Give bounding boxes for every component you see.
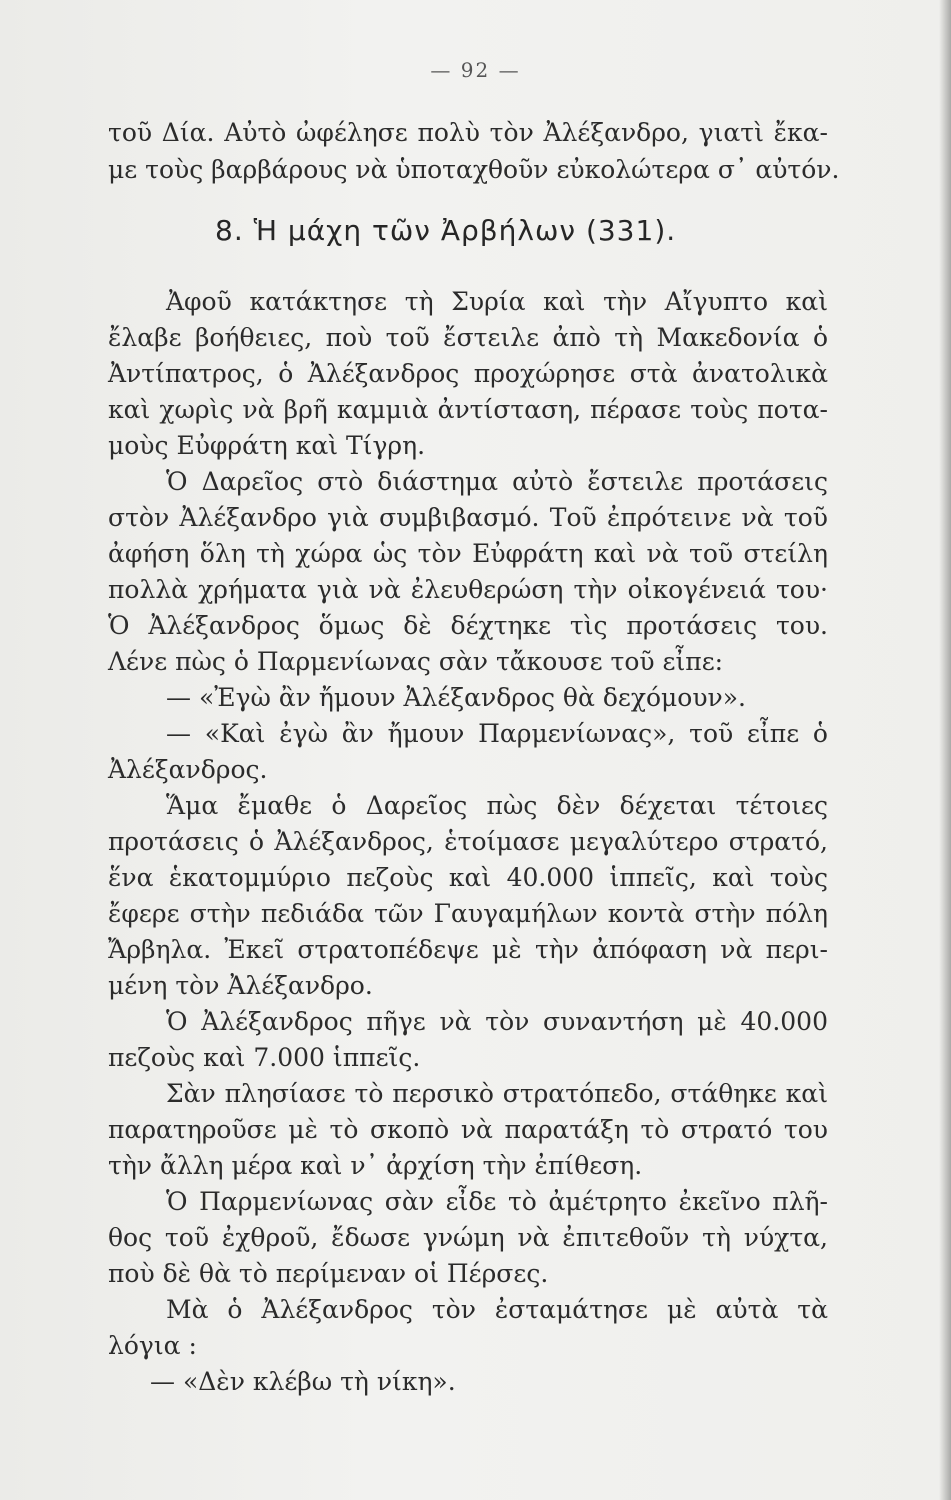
text-line: Ἀλέξανδρος. [108,755,268,784]
text-line: Ὁ Παρμενίωνας σὰν εἶδε τὸ ἀμέτρητο ἐκεῖνο πλῆ- [166,1187,828,1216]
text-line: μοὺς Εὐφράτη καὶ Τίγρη. [108,431,426,460]
text-line: — «Καὶ ἐγὼ ἂν ἤμουν Παρμενίωνας», τοῦ εἶπε ὁ [166,719,828,748]
text-line: τὴν ἄλλη μέρα καὶ ν᾽ ἀρχίση τὴν ἐπίθεση. [108,1151,643,1180]
text-line: πολλὰ χρήματα γιὰ νὰ ἐλευθερώση τὴν οἰκογένειά του· [108,575,828,604]
text-line: Ὁ Ἀλέξανδρος πῆγε νὰ τὸν συναντήση μὲ 40.000 [166,1007,828,1036]
page-number: — 92 — [430,58,521,82]
text-line: θος τοῦ ἐχθροῦ, ἔδωσε γνώμη νὰ ἐπιτεθοῦν τὴ νύχτα, [108,1223,828,1252]
text-line: — «Ἐγὼ ἂν ἤμουν Ἀλέξανδρος θὰ δεχόμουν». [166,683,746,712]
text-line: μένη τὸν Ἀλέξανδρο. [108,971,373,1000]
text-line: ἔφερε στὴν πεδιάδα τῶν Γαυγαμήλων κοντὰ στὴν πόλη [108,899,828,928]
text-line: ἔλαβε βοήθειες, ποὺ τοῦ ἔστειλε ἀπὸ τὴ Μακεδονία ὁ [108,323,828,352]
text-line: λόγια : [108,1331,197,1360]
text-line: Λένε πὼς ὁ Παρμενίωνας σὰν τἄκουσε τοῦ εἶπε: [108,647,724,676]
text-line: τοῦ Δία. Αὐτὸ ὠφέλησε πολὺ τὸν Ἀλέξανδρο, γιατὶ ἔκα- [108,118,828,147]
text-line: Σὰν πλησίασε τὸ περσικὸ στρατόπεδο, στάθηκε καὶ [166,1079,828,1108]
text-line: με τοὺς βαρβάρους νὰ ὑποταχθοῦν εὐκολώτερα σ᾽ αὐτόν. [108,155,840,184]
text-line: Ἅμα ἔμαθε ὁ Δαρεῖος πὼς δὲν δέχεται τέτοιες [166,791,828,820]
text-line: στὸν Ἀλέξανδρο γιὰ συμβιβασμό. Τοῦ ἐπρότεινε νὰ τοῦ [108,503,828,532]
page-edge-shadow [939,0,951,1500]
text-line: πεζοὺς καὶ 7.000 ἱππεῖς. [108,1043,421,1072]
text-line: — «Δὲν κλέβω τὴ νίκη». [150,1367,456,1396]
text-line: Μὰ ὁ Ἀλέξανδρος τὸν ἐσταμάτησε μὲ αὐτὰ τὰ [166,1295,828,1324]
text-line: Ἀντίπατρος, ὁ Ἀλέξανδρος προχώρησε στὰ ἀνατολικὰ [108,359,828,388]
section-heading: 8. Ἡ μάχη τῶν Ἀρβήλων (331). [215,214,677,247]
text-line: ἕνα ἑκατομμύριο πεζοὺς καὶ 40.000 ἱππεῖς, καὶ τοὺς [108,863,828,892]
text-line: Ἄρβηλα. Ἐκεῖ στρατοπέδεψε μὲ τὴν ἀπόφαση νὰ περι- [108,935,828,964]
text-line: Ἀφοῦ κατάκτησε τὴ Συρία καὶ τὴν Αἴγυπτο καὶ [166,287,828,316]
text-line: παρατηροῦσε μὲ τὸ σκοπὸ νὰ παρατάξη τὸ στρατό του [108,1115,828,1144]
text-line: Ὁ Δαρεῖος στὸ διάστημα αὐτὸ ἔστειλε προτάσεις [166,467,828,496]
text-line: ποὺ δὲ θὰ τὸ περίμεναν οἱ Πέρσες. [108,1259,549,1288]
text-line: καὶ χωρὶς νὰ βρῆ καμμιὰ ἀντίσταση, πέρασε τοὺς ποτα- [108,395,828,424]
text-line: προτάσεις ὁ Ἀλέξανδρος, ἑτοίμασε μεγαλύτερο στρατό, [108,827,828,856]
text-line: ἀφήση ὅλη τὴ χώρα ὡς τὸν Εὐφράτη καὶ νὰ τοῦ στείλη [108,539,828,568]
text-line: Ὁ Ἀλέξανδρος ὅμως δὲ δέχτηκε τὶς προτάσεις του. [108,611,828,640]
